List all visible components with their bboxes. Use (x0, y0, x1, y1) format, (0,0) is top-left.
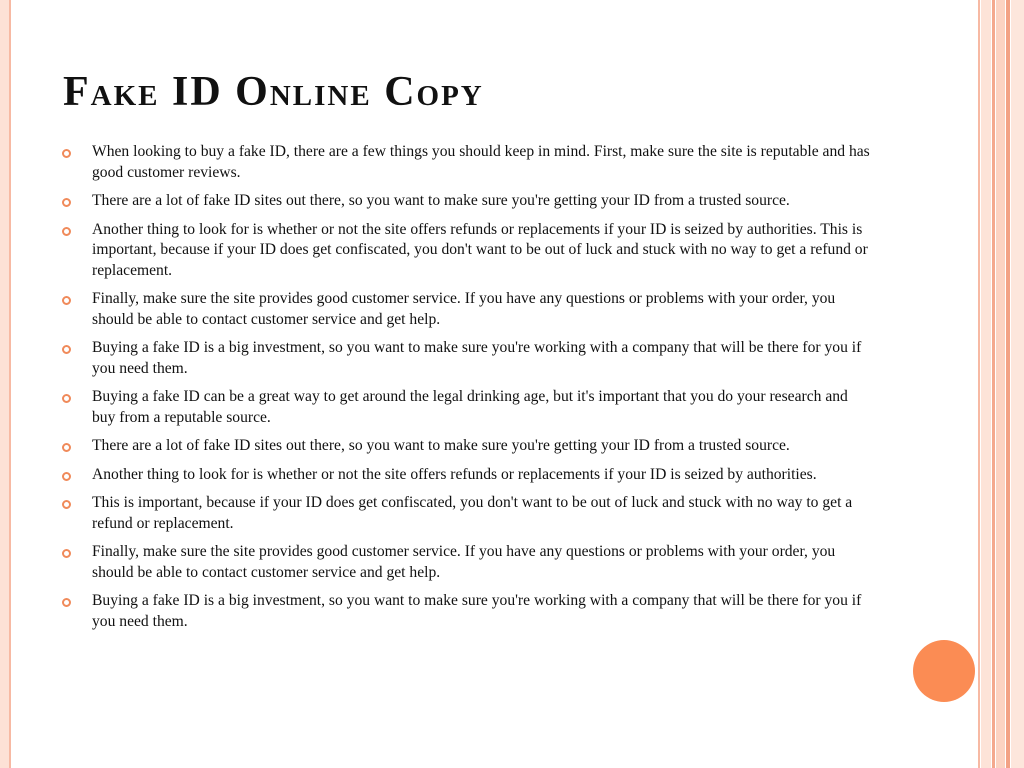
bullet-circle-icon (62, 394, 71, 403)
stripe (1006, 0, 1010, 768)
bullet-text: There are a lot of fake ID sites out there, so you want to make sure you're getting your ID from a trusted source. (92, 437, 790, 454)
bullet-circle-icon (62, 296, 71, 305)
stripe (978, 0, 980, 768)
left-border-line (9, 0, 11, 768)
bullet-item (60, 591, 874, 632)
stripe (981, 0, 991, 768)
bullet-text: When looking to buy a fake ID, there are a few things you should keep in mind. First, make sure the site is reputable and has good customer reviews. (92, 143, 870, 181)
bullet-circle-icon (62, 227, 71, 236)
bullet-circle-icon (62, 443, 71, 452)
bullet-text: Buying a fake ID is a big investment, so you want to make sure you're working with a company that will be there for you if you need them. (92, 592, 862, 630)
slide-title: Fake ID Online Copy (63, 69, 484, 115)
bullet-text: Finally, make sure the site provides good customer service. If you have any questions or problems with your order, you should be able to contact customer service and get help. (92, 290, 836, 328)
bullet-circle-icon (62, 149, 71, 158)
bullet-text: Finally, make sure the site provides good customer service. If you have any questions or problems with your order, you should be able to contact customer service and get help. (92, 543, 836, 581)
bullet-item (60, 542, 874, 583)
bullet-circle-icon (62, 500, 71, 509)
bullet-list (60, 142, 874, 640)
left-border-decoration (0, 0, 9, 768)
bullet-text: Another thing to look for is whether or not the site offers refunds or replacements if your ID is seized by authorities. This is important, because if your ID does get confiscated, you don't want to be out of luck and stuck with no way to get a refund or replacement. (92, 220, 868, 279)
bullet-item (60, 436, 874, 457)
bullet-circle-icon (62, 472, 71, 481)
bullet-item (60, 387, 874, 428)
right-stripe-decoration (978, 0, 1024, 768)
bullet-text: Buying a fake ID can be a great way to get around the legal drinking age, but it's important that you do your research and buy from a reputable source. (92, 388, 848, 426)
bullet-text: Another thing to look for is whether or not the site offers refunds or replacements if your ID is seized by authorities. (92, 465, 817, 483)
bullet-item (60, 493, 874, 534)
bullet-circle-icon (62, 198, 71, 207)
bullet-item (60, 338, 874, 379)
bullet-circle-icon (62, 345, 71, 354)
bullet-circle-icon (62, 549, 71, 558)
bullet-item (60, 191, 874, 212)
bullet-circle-icon (62, 598, 71, 607)
bullet-text: Buying a fake ID is a big investment, so you want to make sure you're working with a company that will be there for you if you need them. (92, 339, 862, 377)
bullet-item (60, 142, 874, 183)
stripe (992, 0, 995, 768)
bullet-item (60, 289, 874, 330)
stripe (996, 0, 1005, 768)
orange-circle-decoration (913, 640, 975, 702)
bullet-item (60, 220, 874, 282)
bullet-text: This is important, because if your ID does get confiscated, you don't want to be out of luck and stuck with no way to get a refund or replacement. (92, 494, 853, 532)
bullet-text: There are a lot of fake ID sites out there, so you want to make sure you're getting your ID from a trusted source. (92, 192, 790, 209)
bullet-item (60, 465, 874, 486)
stripe (1011, 0, 1024, 768)
